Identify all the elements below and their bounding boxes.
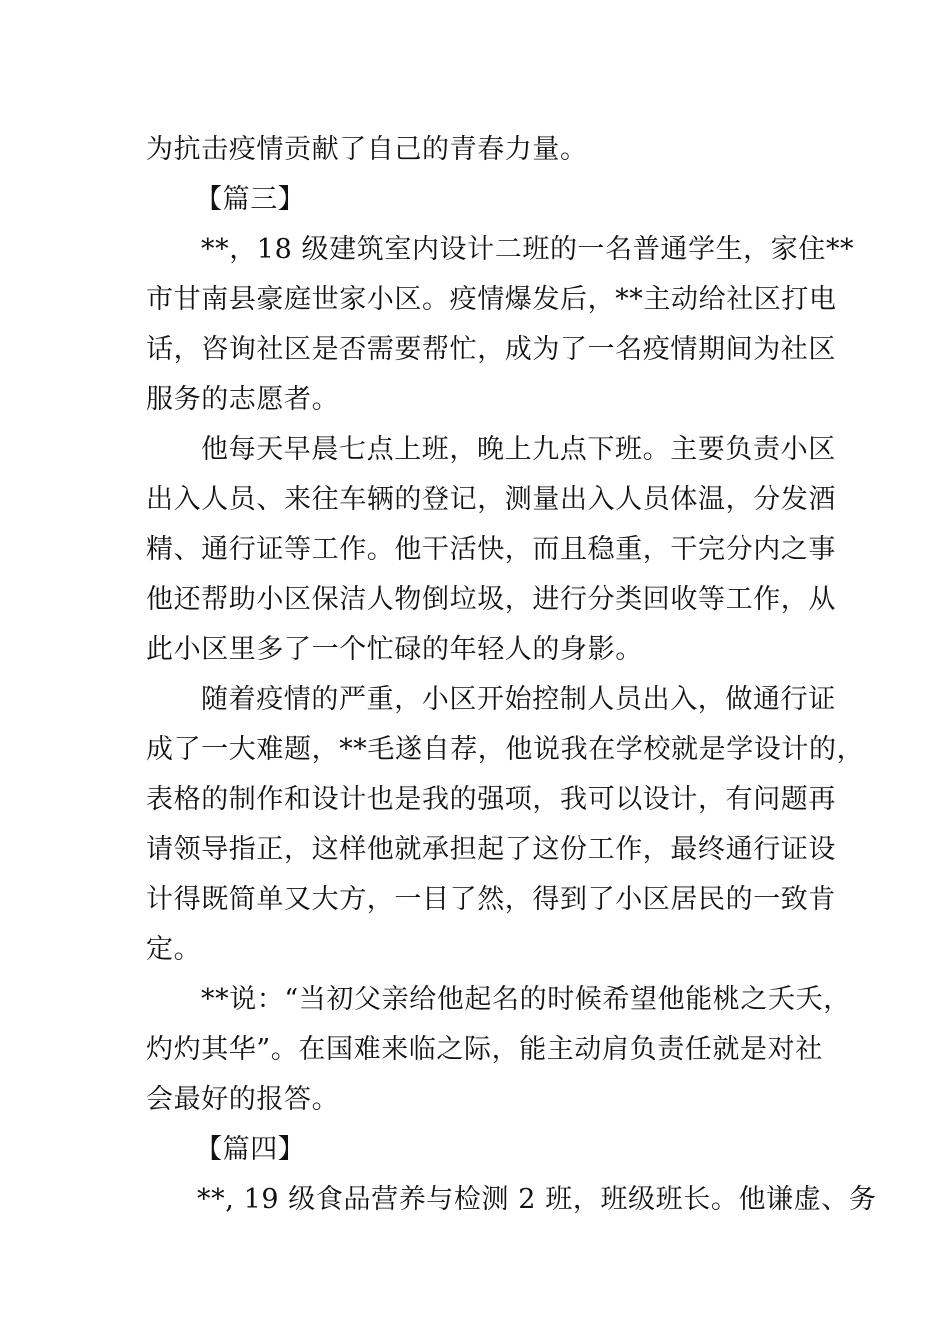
text-line: 灼灼其华”。在国难来临之际，能主动肩负责任就是对社 — [146, 1034, 823, 1065]
text-line: 他每天早晨七点上班，晚上九点下班。主要负责小区 — [201, 434, 836, 465]
section-heading-4: 【篇四】 — [195, 1134, 306, 1165]
text-line: 请领导指正，这样他就承担起了这份工作，最终通行证设 — [146, 834, 836, 865]
text-line: 此小区里多了一个忙碌的年轻人的身影。 — [146, 634, 643, 665]
text-line: **，18 级建筑室内设计二班的一名普通学生，家住** — [201, 234, 855, 265]
text-line: 市甘南县豪庭世家小区。疫情爆发后，**主动给社区打电 — [146, 284, 837, 315]
text-line: 他还帮助小区保洁人物倒垃圾，进行分类回收等工作，从 — [146, 584, 836, 615]
text-line: 精、通行证等工作。他干活快，而且稳重，干完分内之事 — [146, 534, 836, 565]
text-line: **说：“当初父亲给他起名的时候希望他能桃之夭夭， — [201, 984, 851, 1015]
text-line: 计得既简单又大方，一目了然，得到了小区居民的一致肯 — [146, 884, 836, 915]
text-line: 服务的志愿者。 — [146, 384, 340, 415]
text-line: 表格的制作和设计也是我的强项，我可以设计，有问题再 — [146, 784, 836, 815]
text-line: 定。 — [146, 934, 202, 965]
text-line: 为抗击疫情贡献了自己的青春力量。 — [146, 134, 588, 165]
text-line: 话，咨询社区是否需要帮忙，成为了一名疫情期间为社区 — [146, 334, 836, 365]
text-line: 会最好的报答。 — [146, 1084, 340, 1115]
text-line: 成了一大难题，**毛遂自荐，他说我在学校就是学设计的， — [146, 734, 865, 765]
text-line: 出入人员、来往车辆的登记，测量出入人员体温，分发酒 — [146, 484, 836, 515]
text-line: 随着疫情的严重，小区开始控制人员出入，做通行证 — [201, 684, 836, 715]
section-heading-3: 【篇三】 — [195, 184, 306, 215]
text-line: **, 19 级食品营养与检测 2 班，班级班长。他谦虚、务 — [197, 1184, 877, 1215]
